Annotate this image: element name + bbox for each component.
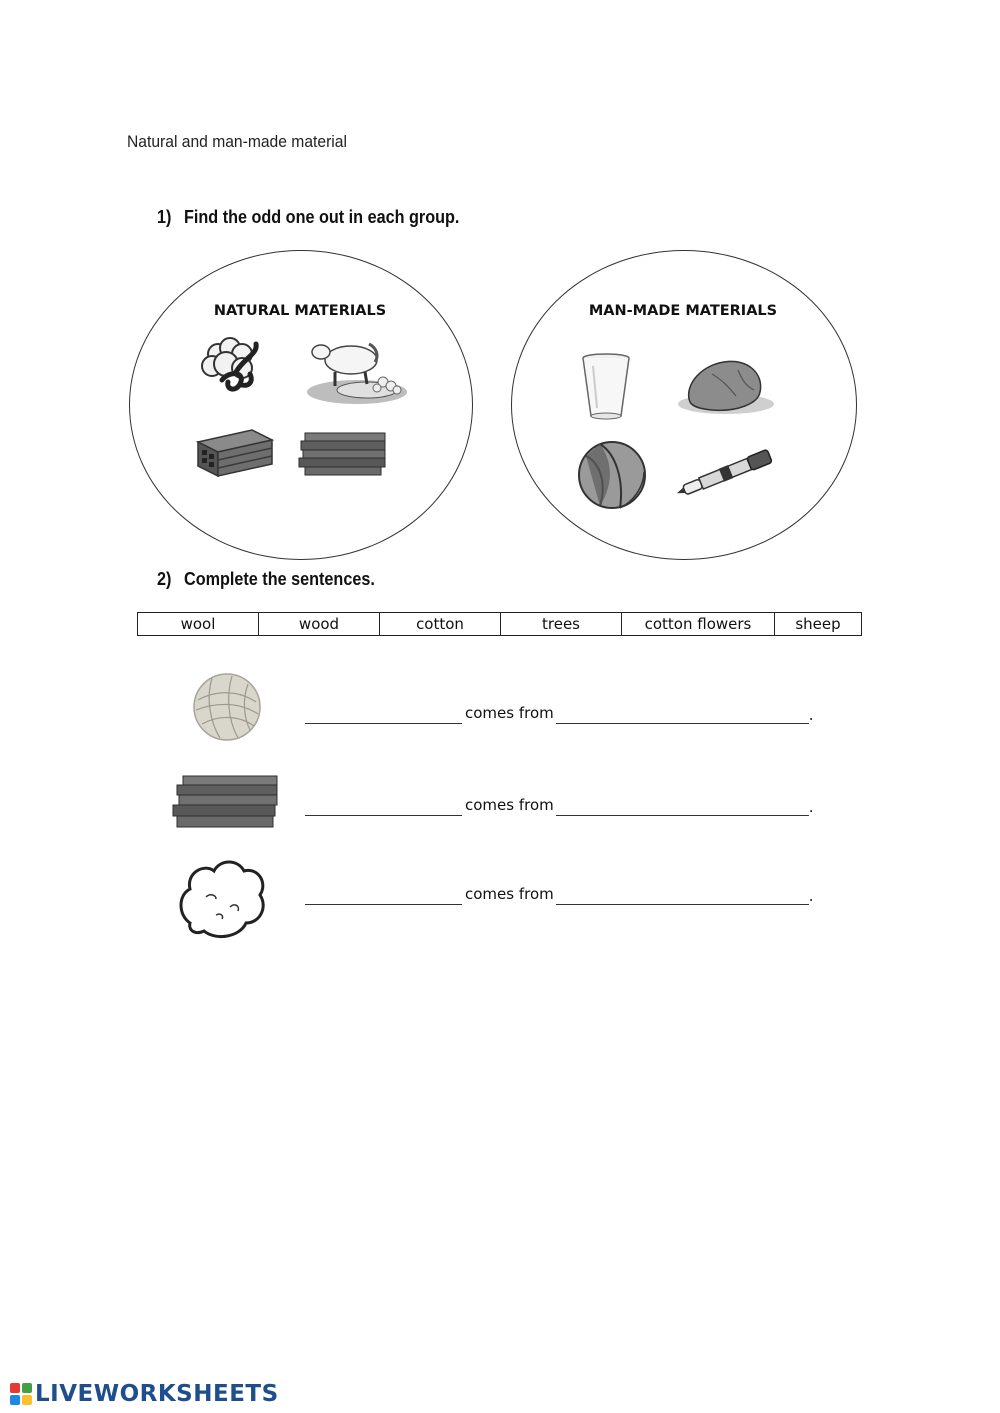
question-2-text: Complete the sentences. — [184, 569, 375, 589]
sentence-end: . — [808, 887, 814, 905]
answer-blank-source-2[interactable] — [556, 795, 809, 816]
sentence-end: . — [808, 798, 814, 816]
sentence-phrase: comes from — [465, 704, 554, 722]
answer-blank-material-3[interactable] — [305, 884, 462, 905]
brand-tile — [10, 1383, 20, 1393]
brand-tile — [10, 1395, 20, 1405]
question-2-heading — [157, 569, 375, 590]
question-2-number: 2) — [157, 569, 172, 589]
wood-planks-picture — [173, 774, 281, 830]
worksheet-title: Natural and man-made material — [127, 132, 347, 151]
brand-name[interactable]: LIVEWORKSHEETS — [35, 1381, 279, 1407]
brick-picture[interactable] — [196, 428, 274, 478]
word-bank-item[interactable]: wood — [259, 613, 380, 635]
ball-picture[interactable] — [576, 440, 648, 510]
man-made-materials-title: MAN-MADE MATERIALS — [588, 303, 778, 319]
brand-tile — [22, 1383, 32, 1393]
natural-materials-title: NATURAL MATERIALS — [213, 303, 387, 319]
marker-pen-picture[interactable] — [677, 448, 777, 498]
sentence-3 — [305, 881, 825, 905]
word-bank-item[interactable]: cotton — [380, 613, 501, 635]
answer-blank-source-3[interactable] — [556, 884, 809, 905]
rock-picture[interactable] — [676, 356, 778, 416]
brand-logo-icon — [10, 1383, 32, 1405]
sentence-end: . — [808, 706, 814, 724]
question-1-number: 1) — [157, 207, 172, 227]
natural-materials-group — [129, 250, 473, 560]
question-1-text: Find the odd one out in each group. — [184, 207, 460, 227]
answer-blank-source-1[interactable] — [556, 703, 809, 724]
word-bank-item[interactable]: cotton flowers — [622, 613, 775, 635]
question-1-heading — [157, 207, 459, 228]
plastic-cup-picture[interactable] — [581, 352, 631, 422]
cotton-plant-picture[interactable] — [196, 336, 264, 398]
brand-tile — [22, 1395, 32, 1405]
wood-planks-picture[interactable] — [299, 431, 389, 477]
cotton-ball-picture — [176, 857, 268, 947]
sentence-phrase: comes from — [465, 885, 554, 903]
sentence-1 — [305, 700, 825, 724]
sentence-phrase: comes from — [465, 796, 554, 814]
answer-blank-material-1[interactable] — [305, 703, 462, 724]
sentence-2 — [305, 792, 825, 816]
word-bank — [137, 612, 862, 636]
wool-ball-picture — [192, 672, 262, 742]
word-bank-item[interactable]: trees — [501, 613, 622, 635]
answer-blank-material-2[interactable] — [305, 795, 462, 816]
word-bank-item[interactable]: sheep — [795, 615, 841, 633]
word-bank-item[interactable]: wool — [138, 613, 259, 635]
sheep-shearing-picture[interactable] — [305, 334, 410, 406]
footer-brand — [10, 1381, 279, 1407]
